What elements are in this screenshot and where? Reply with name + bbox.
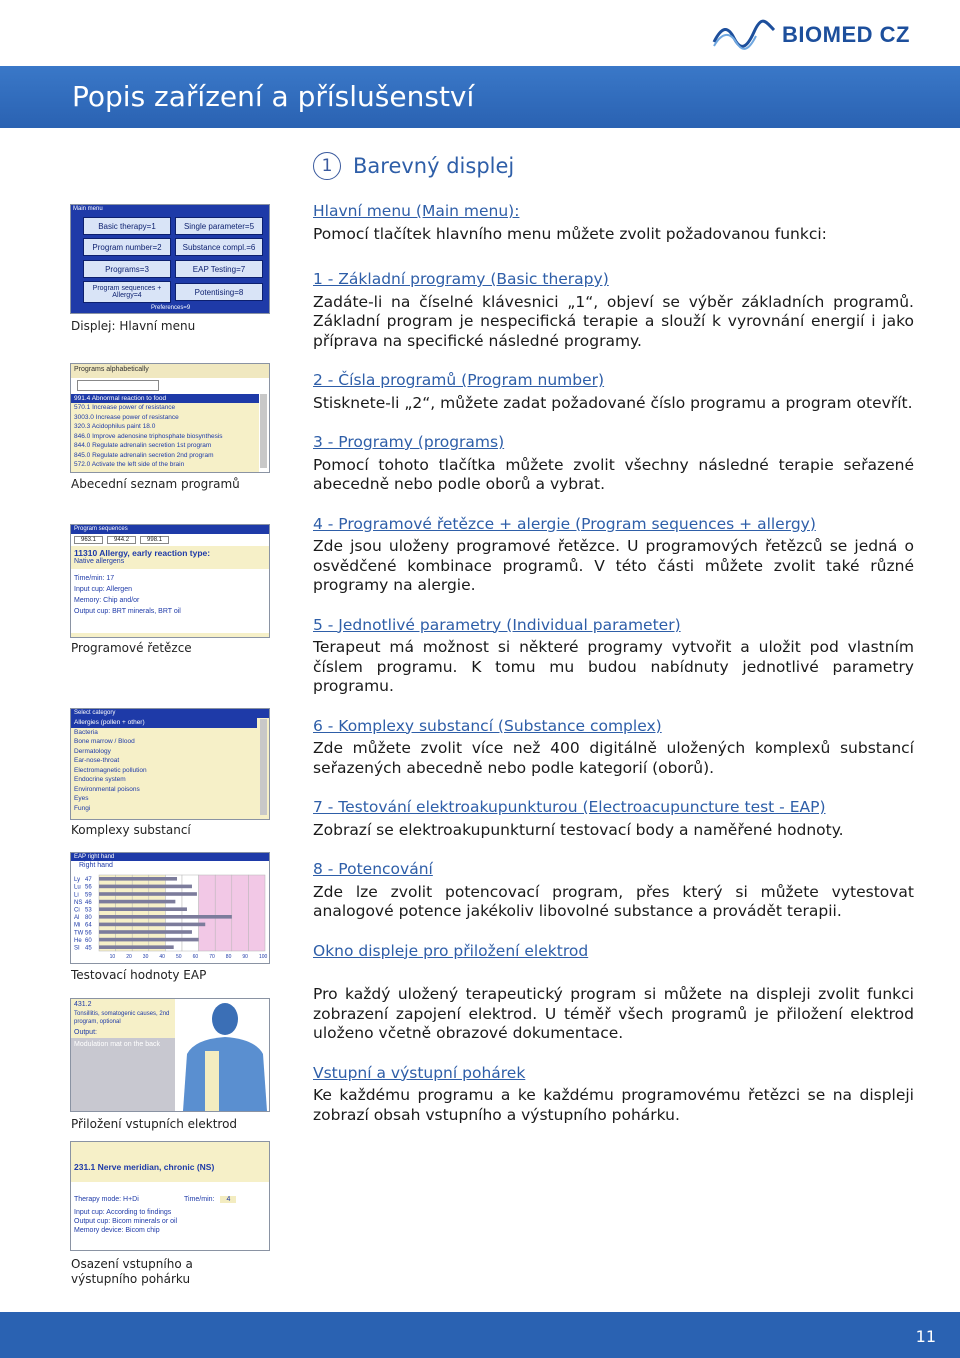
item-heading: Hlavní menu (Main menu): xyxy=(313,202,520,220)
search-input xyxy=(77,380,159,391)
list-item-selected: Allergies (pollen + other) xyxy=(71,718,257,728)
eap-bar xyxy=(99,907,187,911)
cup-line: Memory device: Bicom chip xyxy=(74,1227,160,1234)
item-heading: 2 - Čísla programů (Program number) xyxy=(313,371,605,389)
item-text: Terapeut má možnost si některé programy vytvořit a uložit pod vlastním číslem programu. K tomu mu budou nabídnuty jednotlivé parametry programu. xyxy=(313,638,914,695)
caption-electrodes: Přiložení vstupních elektrod xyxy=(71,1117,238,1131)
eap-chart xyxy=(71,873,269,963)
list-item: Dermatology xyxy=(74,747,111,755)
item-heading: 1 - Základní programy (Basic therapy) xyxy=(313,270,609,288)
eap-bar xyxy=(99,945,174,949)
eap-grid-column xyxy=(232,875,249,951)
eap-axis-tick: 80 xyxy=(225,954,232,960)
menu-button-3: Programs=3 xyxy=(83,260,171,278)
list-item: 846.0 Improve adenosine triphosphate biosynthesis xyxy=(74,432,223,440)
eap-point-label: Mi xyxy=(74,922,81,929)
list-item: 572.0 Activate the left side of the brain xyxy=(74,461,185,468)
caption-sequences: Programové řetězce xyxy=(71,641,192,655)
list-item: Electromagnetic pollution xyxy=(74,766,147,774)
eap-value-label: 47 xyxy=(85,877,92,884)
cup-line: Input cup: According to findings xyxy=(74,1209,172,1216)
item-heading: Okno displeje pro přiložení elektrod xyxy=(313,941,589,960)
list-item: 845.0 Regulate adrenalin secretion 2nd program xyxy=(74,451,214,459)
eap-value-label: 64 xyxy=(85,922,92,929)
brand-name: BIOMED CZ xyxy=(782,22,910,47)
detail-line: Output cup: BRT minerals, BRT oil xyxy=(74,608,181,615)
item-text: Pomocí tlačítek hlavního menu můžete zvolit požadovanou funkci: xyxy=(313,224,827,243)
eap-value-label: 56 xyxy=(85,884,92,891)
item-heading: 8 - Potencování xyxy=(313,860,433,878)
item-basic-therapy xyxy=(313,270,914,351)
output-note: Modulation mat on the back xyxy=(71,1038,175,1112)
eap-value-label: 45 xyxy=(85,945,92,952)
caption-eap: Testovací hodnoty EAP xyxy=(71,968,207,982)
menu-button-8: Potentising=8 xyxy=(175,283,263,301)
item-programs xyxy=(313,433,914,495)
item-text: Pro každý uložený terapeutický program si můžete na displeji zvolit funkci zobrazení zapojení elektrod. U téměř všech programů je přiložení elektrod uloženo včetně obrazové dokumentace. xyxy=(313,985,914,1042)
list-item: Endocrine system xyxy=(74,776,126,783)
eap-value-label: 59 xyxy=(85,892,92,899)
list-item: 320.3 Acidophilus paint 18.0 xyxy=(74,423,156,430)
time-value: 4 xyxy=(220,1196,236,1203)
list-item: Fungi xyxy=(74,804,91,812)
caption-cups: Osazení vstupního a výstupního pohárku xyxy=(71,1257,193,1286)
scrollbar xyxy=(260,394,267,468)
screen-title: Program sequences xyxy=(71,525,269,534)
eap-bar xyxy=(99,900,175,904)
item-main-menu xyxy=(313,202,914,244)
menu-button-6: Substance compl.=6 xyxy=(175,238,263,256)
menu-button-2: Program number=2 xyxy=(83,238,171,256)
eap-value-label: 60 xyxy=(85,937,92,944)
program-code: 431.2 xyxy=(74,1001,92,1008)
screen-title: Main menu xyxy=(73,206,103,212)
therapy-mode: Therapy mode: H+Di xyxy=(74,1196,139,1203)
brand-logo xyxy=(712,18,910,52)
eap-point-label: NS xyxy=(74,899,83,906)
screen-main-menu xyxy=(70,204,270,314)
item-heading: 5 - Jednotlivé parametry (Individual parameter) xyxy=(313,615,681,634)
item-heading: 7 - Testování elektroakupunkturou (Electroacupuncture test - EAP) xyxy=(313,798,826,816)
menu-footer: Preferences=9 xyxy=(151,305,191,311)
list-item: Bacteria xyxy=(74,728,98,736)
detail-line: Input cup: Allergen xyxy=(74,586,132,593)
wave-logo-icon xyxy=(712,18,776,52)
program-list xyxy=(71,394,259,472)
caption-main-menu: Displej: Hlavní menu xyxy=(71,319,196,333)
screen-title: Select category xyxy=(71,709,269,718)
list-item: 844.0 Regulate adrenalin secretion 1st program xyxy=(74,442,212,449)
eap-point-label: Ci xyxy=(74,907,80,914)
section-number: 1 xyxy=(313,152,341,180)
code-field: 998.1 xyxy=(140,536,169,544)
screen-categories xyxy=(70,708,270,820)
eap-bar xyxy=(99,877,177,881)
code-field: 944.2 xyxy=(107,536,136,544)
list-item: Eyes xyxy=(74,795,89,802)
cup-program-title: 231.1 Nerve meridian, chronic (NS) xyxy=(74,1162,215,1172)
detail-line: Time/min: 17 xyxy=(74,575,115,582)
screen-title: EAP right hand xyxy=(71,853,269,861)
eap-point-label: He xyxy=(74,937,82,944)
item-substance-complex xyxy=(313,717,914,779)
list-item: Ear-nose-throat xyxy=(74,757,120,764)
eap-point-label: Al xyxy=(74,915,80,922)
content-column xyxy=(313,202,914,1145)
item-text: Zde můžete zvolit více než 400 digitálně uložených komplexů substancí seřazených abecedně nebo podle kategorií (oborů). xyxy=(313,739,914,777)
section-heading xyxy=(313,152,514,180)
detail-line: Memory: Chip and/or xyxy=(74,597,140,604)
item-text: Pomocí tohoto tlačítka můžete zvolit všechny následné terapie seřazené abecedně nebo podle oborů a vybrat. xyxy=(313,455,914,493)
eap-bar xyxy=(99,915,232,919)
eap-axis-tick: 30 xyxy=(142,954,149,960)
screen-cups xyxy=(70,1141,270,1251)
menu-button-5: Single parameter=5 xyxy=(175,217,263,235)
output-label: Output: xyxy=(74,1029,97,1036)
eap-bar xyxy=(99,938,199,942)
item-program-number xyxy=(313,371,914,413)
screen-sequences xyxy=(70,524,270,638)
list-item: Bone marrow / Blood xyxy=(74,738,135,745)
cup-line: Output cup: Bicom minerals or oil xyxy=(74,1218,178,1225)
item-heading: 4 - Programové řetězce + alergie (Program sequences + allergy) xyxy=(313,514,816,533)
caption-programs: Abecední seznam programů xyxy=(71,477,240,491)
caption-categories: Komplexy substancí xyxy=(71,823,191,837)
page-number: 11 xyxy=(915,1327,936,1346)
eap-axis-tick: 90 xyxy=(242,954,248,960)
screen-eap xyxy=(70,852,270,964)
eap-point-label: Li xyxy=(74,892,79,899)
eap-axis-tick: 60 xyxy=(192,954,199,960)
item-heading: 3 - Programy (programs) xyxy=(313,433,505,451)
sequence-name: 11310 Allergy, early reaction type: xyxy=(74,548,211,558)
list-item: 570.1 Increase power of resistance xyxy=(74,404,176,411)
item-program-sequences xyxy=(313,515,914,596)
eap-bar xyxy=(99,923,205,927)
menu-button-1: Basic therapy=1 xyxy=(83,217,171,235)
eap-axis-tick: 50 xyxy=(176,954,182,960)
screen-electrodes xyxy=(70,998,270,1112)
eap-value-label: 80 xyxy=(85,915,92,922)
list-item: 3003.0 Increase power of resistance xyxy=(74,413,179,421)
menu-button-7: EAP Testing=7 xyxy=(175,260,263,278)
menu-button-4: Program sequences + Allergy=4 xyxy=(83,281,171,303)
list-item-selected: 991.4 Abnormal reaction to food xyxy=(71,394,259,403)
eap-axis-tick: 10 xyxy=(109,954,116,960)
item-electrode-window xyxy=(313,942,914,1044)
eap-grid-column xyxy=(248,875,265,951)
item-potentising xyxy=(313,860,914,922)
item-cups xyxy=(313,1064,914,1126)
page-title: Popis zařízení a příslušenství xyxy=(72,80,475,113)
eap-bar xyxy=(99,885,192,889)
eap-bar xyxy=(99,930,192,934)
eap-value-label: 56 xyxy=(85,930,92,937)
item-text: Zobrazí se elektroakupunkturní testovací body a naměřené hodnoty. xyxy=(313,820,844,839)
eap-point-label: SI xyxy=(74,945,80,952)
eap-axis-tick: 40 xyxy=(159,954,165,960)
screen-title: Programs alphabetically xyxy=(71,364,269,378)
item-text: Ke každému programu a ke každému programovému řetězci se na displeji zobrazí obsah vstupního a výstupního pohárku. xyxy=(313,1086,914,1124)
item-heading: Vstupní a výstupní pohárek xyxy=(313,1063,526,1082)
eap-axis-tick: 20 xyxy=(126,954,132,960)
item-heading: 6 - Komplexy substancí (Substance complex) xyxy=(313,716,662,735)
eap-grid-column xyxy=(215,875,232,951)
section-title: Barevný displej xyxy=(353,154,515,178)
eap-value-label: 46 xyxy=(85,899,92,906)
eap-value-label: 53 xyxy=(85,907,92,914)
list-item: Environmental poisons xyxy=(74,785,140,793)
screen-programs xyxy=(70,363,270,473)
body-figure xyxy=(175,999,269,1111)
eap-point-label: Lu xyxy=(74,884,81,891)
time-label: Time/min: xyxy=(184,1196,215,1203)
sequence-subtitle: Native allergens xyxy=(74,558,125,565)
eap-bar xyxy=(99,892,197,896)
item-individual-parameter xyxy=(313,616,914,697)
page-footer xyxy=(0,1312,960,1358)
item-text: Zadáte-li na číselné klávesnici „1“, objeví se výběr základních programů. Základní program je nespecifická terapie a slouží k vyrovnání energií i jako příprava na specifické následné programy. xyxy=(313,292,914,350)
eap-grid-column xyxy=(199,875,216,951)
scrollbar xyxy=(260,719,267,815)
code-field: 963.1 xyxy=(74,536,103,544)
eap-axis-tick: 100 xyxy=(259,954,268,960)
eap-axis-tick: 70 xyxy=(209,954,215,960)
item-text: Stisknete-li „2“, můžete zadat požadované číslo programu a program otevřít. xyxy=(313,393,913,412)
eap-point-label: Ly xyxy=(74,877,81,884)
item-text: Zde lze zvolit potencovací program, přes který si můžete vytestovat analogové potence jakékoliv libovolné substance a provádět terapii. xyxy=(313,882,914,920)
item-text: Zde jsou uloženy programové řetězce. U programových řetězců se jedná o osvědčené kombinace programů. V této části můžete zvolit také různé programy na alergie. xyxy=(313,537,914,594)
item-eap-test xyxy=(313,798,914,840)
program-desc: Tonsillitis, somatogenic causes, 2nd program, optional xyxy=(74,1011,170,1025)
eap-point-label: TW xyxy=(74,930,84,937)
page-header xyxy=(0,66,960,128)
eap-subtitle: Right hand xyxy=(79,862,113,869)
